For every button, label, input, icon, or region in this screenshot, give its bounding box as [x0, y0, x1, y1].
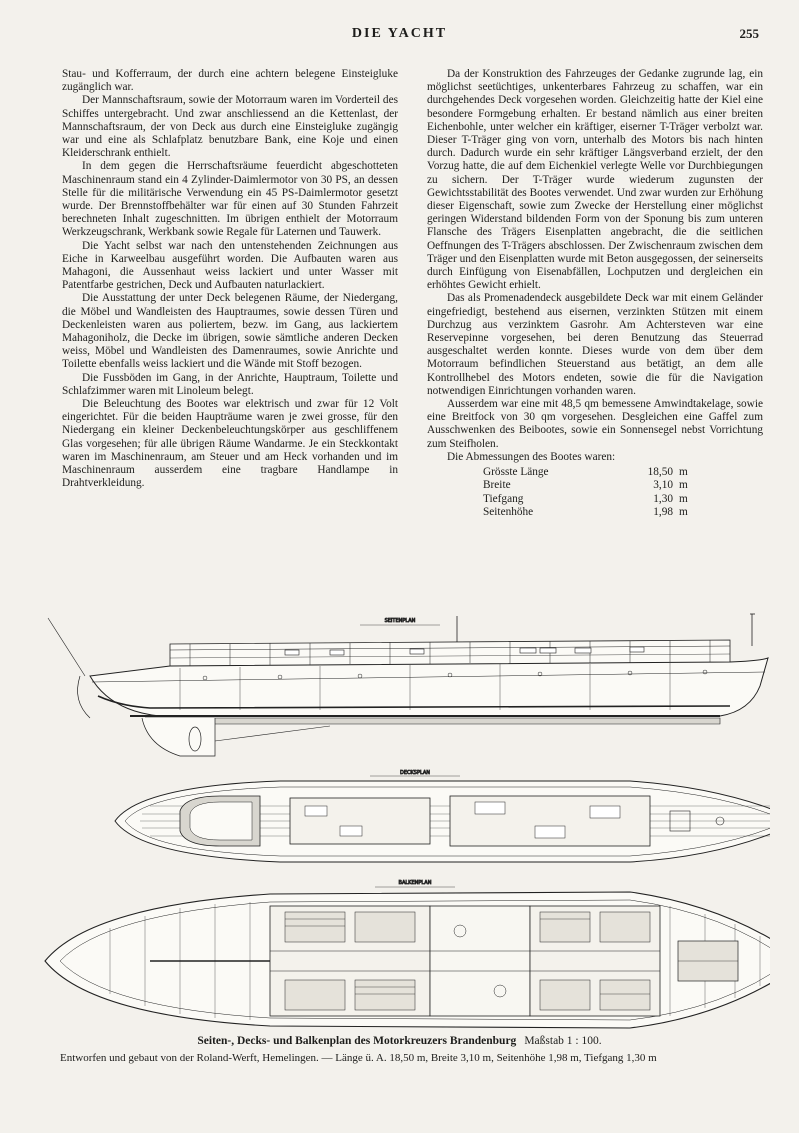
- dimension-unit: m: [679, 466, 688, 479]
- dimension-value: 1,98: [653, 505, 673, 518]
- figure-caption: [0, 1035, 799, 1047]
- beam-plan: [45, 880, 770, 1028]
- side-plan: [48, 614, 768, 756]
- page-title: DIE YACHT: [351, 26, 448, 41]
- side-plan-label: SEITENPLAN: [384, 618, 416, 624]
- dimension-value: 18,50: [647, 466, 673, 479]
- dimension-value: 3,10: [653, 479, 673, 492]
- figure-scale: Maßstab 1 : 100.: [524, 1035, 602, 1047]
- paragraph: Das als Promenadendeck ausgebildete Deck war mit einem Geländer eingefriedigt, bestehend aus eisernen, verzinkten Stützen mit einem Durchzug aus verzinktem Gasrohr. Am Achtersteven war eine Reservepinne vorgesehen, bei deren Benutzung das Steuerrad ausgeschaltet werden konnte. Dieses wurde von dem über dem Motorraum befindlichen Steuerstand aus betätigt, an dem alle Kontrollhebel des Motors endeten, sowie die für die Navigation notwendigen Einrichtungen vorhanden waren.: [427, 292, 763, 397]
- page-number: 255: [739, 26, 759, 41]
- paragraph: Der Mannschaftsraum, sowie der Motorraum waren im Vorderteil des Schiffes untergebracht. Und zwar anschliessend an die Kettenlast, der Mannschaftsraum, der von Deck aus durch eine Einsteigluke zugängig war und eine als Schlafplatz benutzbare Bank, eine Koje und einen Kleiderschrank enthielt.: [62, 94, 398, 160]
- dimension-row: [483, 466, 688, 479]
- dimension-row: [483, 493, 688, 506]
- paragraph: Ausserdem war eine mit 48,5 qm bemessene Amwindtakelage, sowie eine Breitfock von 30 qm vorgesehen. Desgleichen eine Gaffel zum Ausschwenken des Beibootes, sowie ein Sonnensegel nebst Vorrichtung zum Steifholen.: [427, 398, 763, 450]
- dimension-row: [483, 479, 688, 492]
- paragraph: Die Yacht selbst war nach den untenstehenden Zeichnungen aus Eiche in Karweelbau ausgeführt worden. Die Aufbauten waren aus Mahagoni, die Aussenhaut weiss lackiert und unter Wasser mit Patentfarbe gestrichen, Deck und Aufbauten naturlackiert.: [62, 239, 398, 292]
- paragraph: Stau- und Kofferraum, der durch eine achtern belegene Einsteigluke zugänglich war.: [62, 68, 398, 94]
- dimension-name: Tiefgang: [483, 492, 524, 505]
- paragraph: Die Beleuchtung des Bootes war elektrisch und zwar für 12 Volt eingerichtet. Für die beiden Haupträume waren je zwei grosse, für den Niedergang ein kleiner Deckenbeleuchtungskörper aus geschliffenem Glas vorgesehen; für alle übrigen Räume Wandarme. Je ein Steckkontakt waren im Maschinenraum, am Steuer und am Heck vorhanden und im Maschinenraum ausserdem eine tragbare Handlampe in Drahtverkleidung.: [62, 398, 398, 490]
- paragraph: Die Ausstattung der unter Deck belegenen Räume, der Niedergang, die Möbel und Wandleisten des Hauptraumes, sowie dessen Türen und Deckenleisten waren aus poliertem, bezw. im Gang, aus lackiertem Mahagoniholz, die Decke im übrigen, sowie sämtliche anderen Decken weiss, Möbel und Wandleisten des Damenraumes, sowie Anrichte und Toilette ebenfalls weiss lackiert und die Wände mit Stoff bezogen.: [62, 292, 398, 371]
- dimension-unit: m: [679, 492, 688, 505]
- deck-plan-label: DECKSPLAN: [399, 770, 431, 776]
- ship-drawings: [30, 606, 770, 1031]
- paragraph: In dem gegen die Herrschaftsräume feuerdicht abgeschotteten Maschinenraum stand ein 4 Zylinder-Daimlermotor von 30 PS, an dessen Stelle für die militärische Verwendung ein 45 PS-Daimlermotor gesetzt wurde. Der Brennstoffbehälter war für einen auf 30 Stunden Fahrzeit berechneten Inhalt zugeschnitten. Im übrigen enthielt der Motorraum Werkzeugschrank, Werkbank sowie Regale für Laternen und Tauwerk.: [62, 160, 398, 239]
- dimension-name: Seitenhöhe: [483, 505, 534, 518]
- beam-plan-label: BALKENPLAN: [398, 880, 432, 886]
- dimension-unit: m: [679, 479, 688, 492]
- right-column: [427, 68, 763, 519]
- dimension-unit: m: [679, 505, 688, 518]
- paragraph: Da der Konstruktion des Fahrzeuges der Gedanke zugrunde lag, ein möglichst seetüchtiges, unkenterbares Fahrzeug zu schaffen, war ein durchgehendes Deck vorgesehen worden. Gleichzeitig hatte der Kiel eine besondere Formgebung erhalten. Er bestand nämlich aus einer breiten Eichenbohle, unter welcher ein kräftiger, eiserner T-Träger verbolzt war. Dieser T-Träger ging von vorn, unterhalb des Motors bis nach hinten durch. Dadurch wurde ein sehr kräftiger Längsverband erzielt, der den Vorzug hatte, die auf dem Eichenkiel verlegte Welle vor Durchbiegungen zu sichern. Der T-Träger wurde wiederum zugunsten der Gewichtsstabilität des Bootes verwendet. Und zwar wurden zur Erhöhung dieser Eigenschaft, sowie zum Zwecke der Herstellung einer möglichst geringen Widerstand bildenden Form von der Sponung bis zum unteren Flansche des Trägers Eisenplatten angebracht, die die seitlichen Oeffnungen des T-Trägers abschlossen. Der Zwischenraum zwischen dem Träger und den Eisenplatten wurde mit Beton ausgegossen, der seinerseits durch Einfügung von Eisenabfällen, Lochputzen und dergleichen ein erhöhtes Gewicht erhielt.: [427, 68, 763, 292]
- dimension-name: Breite: [483, 479, 511, 492]
- dimension-value: 1,30: [653, 492, 673, 505]
- dimension-name: Grösste Länge: [483, 466, 549, 479]
- dimension-row: [483, 506, 688, 519]
- dimensions-table: [483, 466, 688, 519]
- paragraph: Die Fussböden im Gang, in der Anrichte, Hauptraum, Toilette und Schlafzimmer waren mit Linoleum belegt.: [62, 371, 398, 397]
- deck-plan: [115, 770, 770, 862]
- left-column: [62, 68, 398, 491]
- figure-caption-title: Seiten-, Decks- und Balkenplan des Motorkreuzers Brandenburg: [197, 1035, 517, 1047]
- paragraph: Die Abmessungen des Bootes waren:: [447, 450, 616, 463]
- figure-credit: Entworfen und gebaut von der Roland-Werft, Hemelingen. — Länge ü. A. 18,50 m, Breite 3,10 m, Seitenhöhe 1,98 m, Tiefgang 1,30 m: [60, 1052, 657, 1064]
